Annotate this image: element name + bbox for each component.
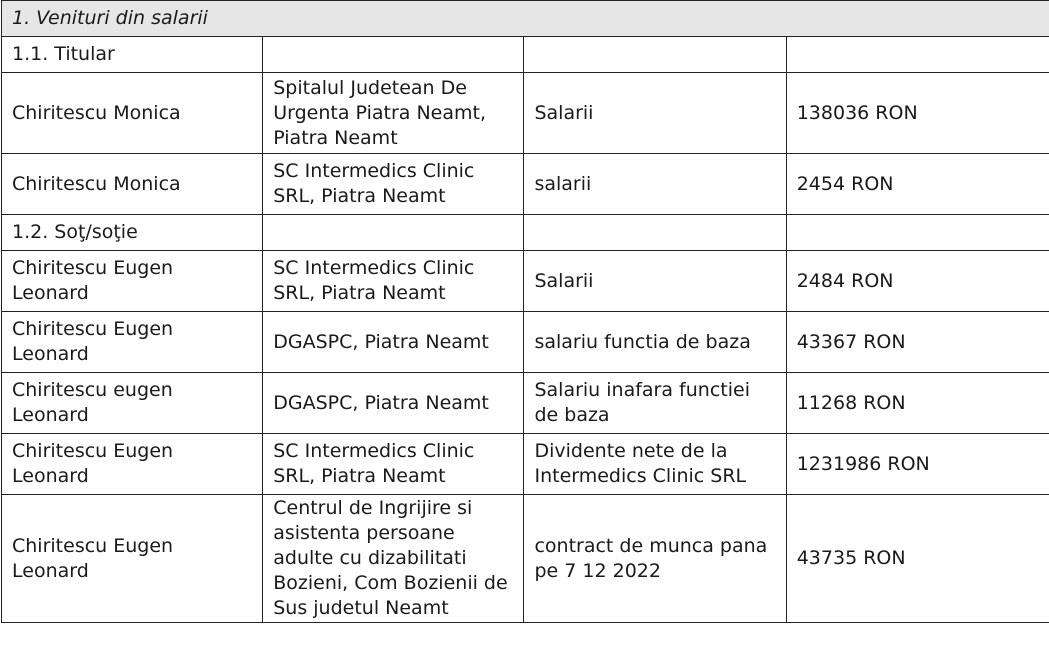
income-type-cell: Salariu inafara functiei de baza: [524, 373, 786, 434]
income-source-cell: DGASPC, Piatra Neamt: [263, 373, 524, 434]
person-name-cell: Chiritescu Monica: [2, 154, 263, 215]
empty-cell: [786, 215, 1049, 251]
amount-cell: 43735 RON: [786, 495, 1049, 623]
group-header-row: [2, 37, 1049, 73]
amount-cell: 1231986 RON: [786, 434, 1049, 495]
amount-cell: 2484 RON: [786, 251, 1049, 312]
income-type-cell: salarii: [524, 154, 786, 215]
person-name-cell: Chiritescu Monica: [2, 73, 263, 154]
income-type-cell: Salarii: [524, 73, 786, 154]
group-header-row: [2, 215, 1049, 251]
amount-cell: 138036 RON: [786, 73, 1049, 154]
income-source-cell: SC Intermedics Clinic SRL, Piatra Neamt: [263, 154, 524, 215]
empty-cell: [263, 37, 524, 73]
section-title: 1. Venituri din salarii: [2, 1, 1049, 37]
group-label: 1.1. Titular: [2, 37, 263, 73]
income-source-cell: Spitalul Judetean De Urgenta Piatra Neamt, Piatra Neamt: [263, 73, 524, 154]
table-row: [2, 495, 1049, 623]
empty-cell: [786, 37, 1049, 73]
empty-cell: [524, 37, 786, 73]
income-source-cell: Centrul de Ingrijire si asistenta persoane adulte cu dizabilitati Bozieni, Com Bozienii de Sus judetul Neamt: [263, 495, 524, 623]
table-row: [2, 73, 1049, 154]
table-row: [2, 251, 1049, 312]
section-header-row: [2, 1, 1049, 37]
group-label: 1.2. Soţ/soţie: [2, 215, 263, 251]
empty-cell: [524, 215, 786, 251]
income-source-cell: SC Intermedics Clinic SRL, Piatra Neamt: [263, 434, 524, 495]
empty-cell: [263, 215, 524, 251]
person-name-cell: Chiritescu Eugen Leonard: [2, 434, 263, 495]
person-name-cell: Chiritescu Eugen Leonard: [2, 495, 263, 623]
amount-cell: 43367 RON: [786, 312, 1049, 373]
table-row: [2, 154, 1049, 215]
table-row: [2, 434, 1049, 495]
table-row: [2, 373, 1049, 434]
income-type-cell: contract de munca pana pe 7 12 2022: [524, 495, 786, 623]
amount-cell: 2454 RON: [786, 154, 1049, 215]
person-name-cell: Chiritescu Eugen Leonard: [2, 312, 263, 373]
income-source-cell: DGASPC, Piatra Neamt: [263, 312, 524, 373]
person-name-cell: Chiritescu eugen Leonard: [2, 373, 263, 434]
income-type-cell: salariu functia de baza: [524, 312, 786, 373]
table-row: [2, 312, 1049, 373]
income-type-cell: Dividente nete de la Intermedics Clinic SRL: [524, 434, 786, 495]
income-source-cell: SC Intermedics Clinic SRL, Piatra Neamt: [263, 251, 524, 312]
amount-cell: 11268 RON: [786, 373, 1049, 434]
income-table: [1, 0, 1049, 623]
person-name-cell: Chiritescu Eugen Leonard: [2, 251, 263, 312]
income-type-cell: Salarii: [524, 251, 786, 312]
